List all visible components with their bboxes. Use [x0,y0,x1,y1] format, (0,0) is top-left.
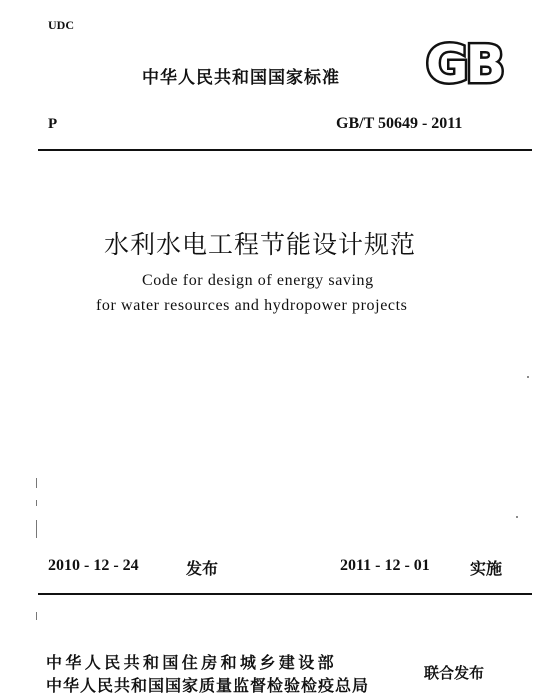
joint-issue-label: 联合发布 [424,664,485,682]
title-english-line2: for water resources and hydropower projects [96,297,408,314]
implementation-date: 2011 - 12 - 01 [340,557,430,574]
implementation-label: 实施 [470,559,503,578]
scan-mark [36,478,37,488]
issuer-line1: 中华人民共和国住房和城乡建设部 [46,653,338,672]
scan-mark [36,612,37,620]
gb-logo-text: GB [425,36,503,88]
header-divider [38,149,532,151]
standard-number: GB/T 50649 - 2011 [336,115,463,132]
title-english-line1: Code for design of energy saving [142,272,374,289]
scan-mark [36,520,37,538]
title-chinese: 水利水电工程节能设计规范 [104,230,417,259]
gb-logo [418,36,510,88]
classification-code: P [48,116,58,132]
footer-divider [38,593,532,595]
scan-speck [516,516,518,518]
scan-speck [527,376,529,378]
issue-date: 2010 - 12 - 24 [48,557,139,574]
issue-label: 发布 [186,559,219,578]
udc-label: UDC [48,18,74,32]
standard-category: 中华人民共和国国家标准 [142,68,340,88]
scan-mark [36,500,37,506]
issuer-line2: 中华人民共和国国家质量监督检验检疫总局 [46,676,370,695]
